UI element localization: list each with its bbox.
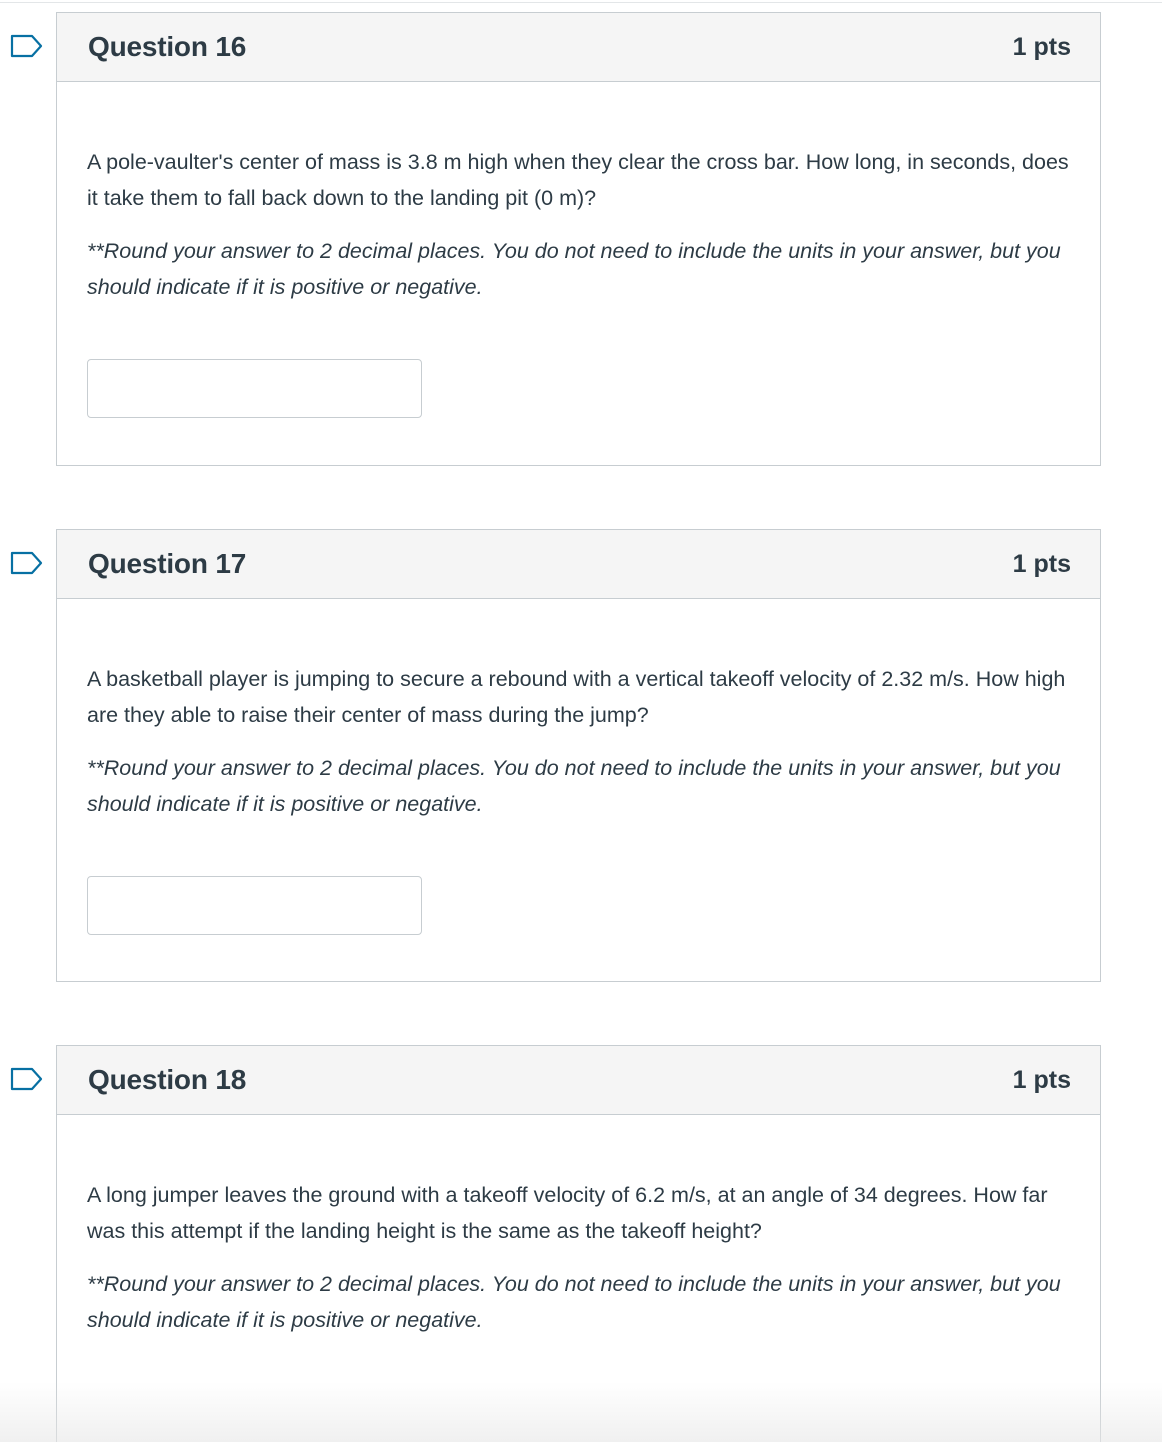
question-body [57, 599, 1100, 935]
question-text: A pole-vaulter's center of mass is 3.8 m high when they clear the cross bar. How long, in seconds, does it take them to fall back down to the landing pit (0 m)? [87, 150, 1069, 210]
question-points: 1 pts [1012, 1066, 1071, 1094]
flag-question-button[interactable] [10, 1067, 44, 1091]
question-header [57, 1046, 1100, 1115]
question-title: Question 17 [88, 548, 247, 579]
question-title: Question 16 [88, 31, 247, 62]
question-text: A long jumper leaves the ground with a takeoff velocity of 6.2 m/s, at an angle of 34 degrees. How far was this attempt if the landing height is the same as the takeoff height? [87, 1183, 1048, 1243]
question-card [56, 12, 1101, 466]
answer-input[interactable] [87, 359, 422, 418]
flag-question-button[interactable] [10, 34, 44, 58]
question-instructions: **Round your answer to 2 decimal places. You do not need to include the units in your answer, but you should indicate if it is positive or negative. [87, 756, 1061, 816]
question-title: Question 18 [88, 1064, 247, 1095]
question-header [57, 530, 1100, 599]
question-points: 1 pts [1012, 33, 1071, 61]
answer-input[interactable] [87, 876, 422, 935]
question-body [57, 82, 1100, 418]
flag-bookmark-icon [10, 34, 44, 58]
question-text: A basketball player is jumping to secure a rebound with a vertical takeoff velocity of 2.32 m/s. How high are they able to raise their center of mass during the jump? [87, 667, 1066, 727]
flag-question-button[interactable] [10, 551, 44, 575]
question-body [57, 1115, 1100, 1338]
question-points: 1 pts [1012, 550, 1071, 578]
question-card [56, 529, 1101, 982]
question-header [57, 13, 1100, 82]
question-instructions: **Round your answer to 2 decimal places. You do not need to include the units in your answer, but you should indicate if it is positive or negative. [87, 1272, 1061, 1332]
flag-bookmark-icon [10, 1067, 44, 1091]
flag-bookmark-icon [10, 551, 44, 575]
top-divider [0, 2, 1162, 3]
question-instructions: **Round your answer to 2 decimal places. You do not need to include the units in your answer, but you should indicate if it is positive or negative. [87, 239, 1061, 299]
question-card [56, 1045, 1101, 1442]
